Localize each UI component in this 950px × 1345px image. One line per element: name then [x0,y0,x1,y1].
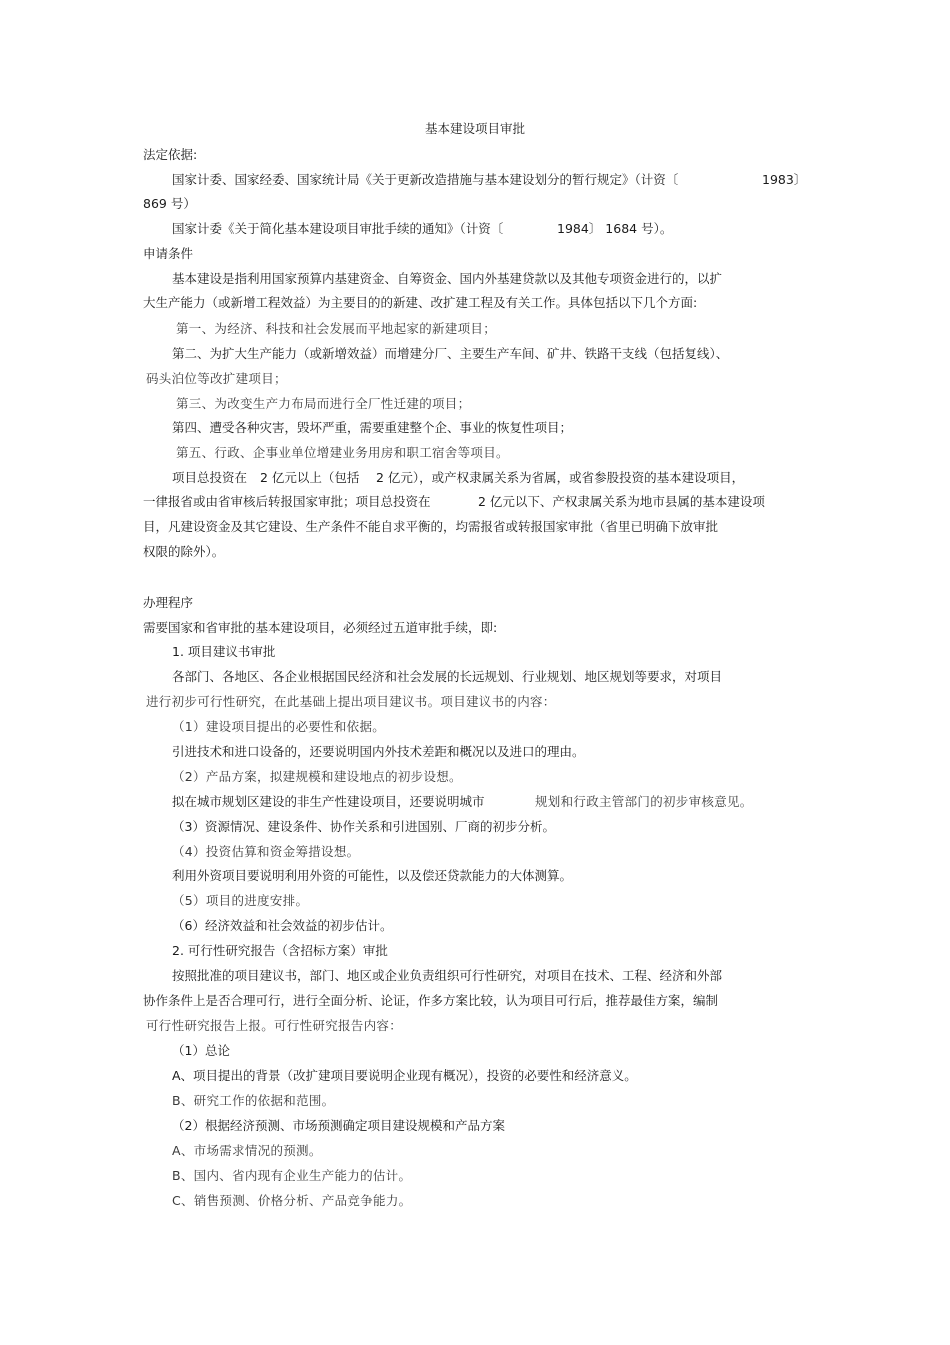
paragraph-line: 目，凡建设资金及其它建设、生产条件不能自求平衡的，均需报省或转报国家审批（省里已明确下放审批 [143,519,719,534]
paragraph-line: 869 号） [143,196,196,211]
paragraph-line: 各部门、各地区、各企业根据国民经济和社会发展的长远规划、行业规划、地区规划等要求，对项目 [172,669,723,684]
list-item: （5）项目的进度安排。 [172,893,309,908]
paragraph-line: 需要国家和省审批的基本建设项目，必须经过五道审批手续，即: [143,620,498,635]
paragraph-line: 1983〕 [762,172,807,187]
list-item: （6）经济效益和社会效益的初步估计。 [172,918,393,933]
section-heading-legal-basis: 法定依据: [143,147,198,162]
list-item: （1）建设项目提出的必要性和依据。 [172,719,386,734]
paragraph-line: 拟在城市规划区建设的非生产性建设项目，还要说明城市 [172,794,485,809]
list-item: （2）根据经济预测、市场预测确定项目建设规模和产品方案 [172,1118,505,1133]
list-item: A、项目提出的背景（改扩建项目要说明企业现有概况），投资的必要性和经济意义。 [172,1068,637,1083]
section-heading-conditions: 申请条件 [143,246,194,261]
paragraph-line: 基本建设是指利用国家预算内基建资金、自筹资金、国内外基建贷款以及其他专项资金进行的，以扩 [172,271,723,286]
paragraph-line: 规划和行政主管部门的初步审核意见。 [535,794,753,809]
paragraph-line: 2 亿元），或产权隶属关系为省属，或省参股投资的基本建设项目， [376,470,745,485]
document-title: 基本建设项目审批 [424,121,525,136]
list-item: 第二、为扩大生产能力（或新增效益）而增建分厂、主要生产车间、矿井、铁路干支线（包括复线）、 [172,346,729,361]
list-item: A、市场需求情况的预测。 [172,1143,322,1158]
list-item: C、销售预测、价格分析、产品竞争能力。 [172,1193,412,1208]
list-item: （2）产品方案，拟建规模和建设地点的初步设想。 [172,769,462,784]
list-item: B、研究工作的依据和范围。 [172,1093,335,1108]
paragraph-line: 协作条件上是否合理可行，进行全面分析、论证，作多方案比较，认为项目可行后，推荐最佳方案，编制 [143,993,719,1008]
paragraph-line: 一律报省或由省审核后转报国家审批；项目总投资在 [143,494,431,509]
list-item: B、国内、省内现有企业生产能力的估计。 [172,1168,412,1183]
step-heading: 1. 项目建议书审批 [172,644,276,659]
paragraph-line: 进行初步可行性研究，在此基础上提出项目建议书。项目建议书的内容： [146,694,556,709]
paragraph-line: 权限的除外）。 [143,544,225,559]
list-item: （1）总论 [172,1043,230,1058]
list-item: （4）投资估算和资金筹措设想。 [172,844,360,859]
paragraph-line: 项目总投资在 [172,470,248,485]
paragraph-line: 国家计委《关于简化基本建设项目审批手续的通知》（计资〔 [172,221,504,236]
paragraph-line: 2 亿元以下、产权隶属关系为地市县属的基本建设项 [478,494,765,509]
paragraph-line: 大生产能力（或新增工程效益）为主要目的的新建、改扩建工程及有关工作。具体包括以下几个方面: [143,295,698,310]
paragraph-line: 国家计委、国家经委、国家统计局《关于更新改造措施与基本建设划分的暂行规定》（计资〔 [172,172,679,187]
paragraph-line: 2 亿元以上（包括 [260,470,360,485]
paragraph-line: 利用外资项目要说明利用外资的可能性，以及偿还贷款能力的大体测算。 [172,868,573,883]
step-heading: 2. 可行性研究报告（含招标方案）审批 [172,943,388,958]
list-item: 第四、遭受各种灾害，毁坏严重，需要重建整个企、事业的恢复性项目； [172,420,573,435]
paragraph-line: 引进技术和进口设备的，还要说明国内外技术差距和概况以及进口的理由。 [172,744,585,759]
paragraph-line: 1984〕 1684 号）。 [557,221,673,236]
list-item: 第五、行政、企事业单位增建业务用房和职工宿舍等项目。 [176,445,509,460]
list-item: 码头泊位等改扩建项目； [146,371,287,386]
paragraph-line: 可行性研究报告上报。可行性研究报告内容： [146,1018,403,1033]
list-item: 第三、为改变生产力布局而进行全厂性迁建的项目； [176,396,471,411]
list-item: 第一、为经济、科技和社会发展而平地起家的新建项目； [176,321,497,336]
paragraph-line: 按照批准的项目建议书，部门、地区或企业负责组织可行性研究，对项目在技术、工程、经济和外部 [172,968,723,983]
list-item: （3）资源情况、建设条件、协作关系和引进国别、厂商的初步分析。 [172,819,555,834]
section-heading-procedure: 办理程序 [143,595,194,610]
